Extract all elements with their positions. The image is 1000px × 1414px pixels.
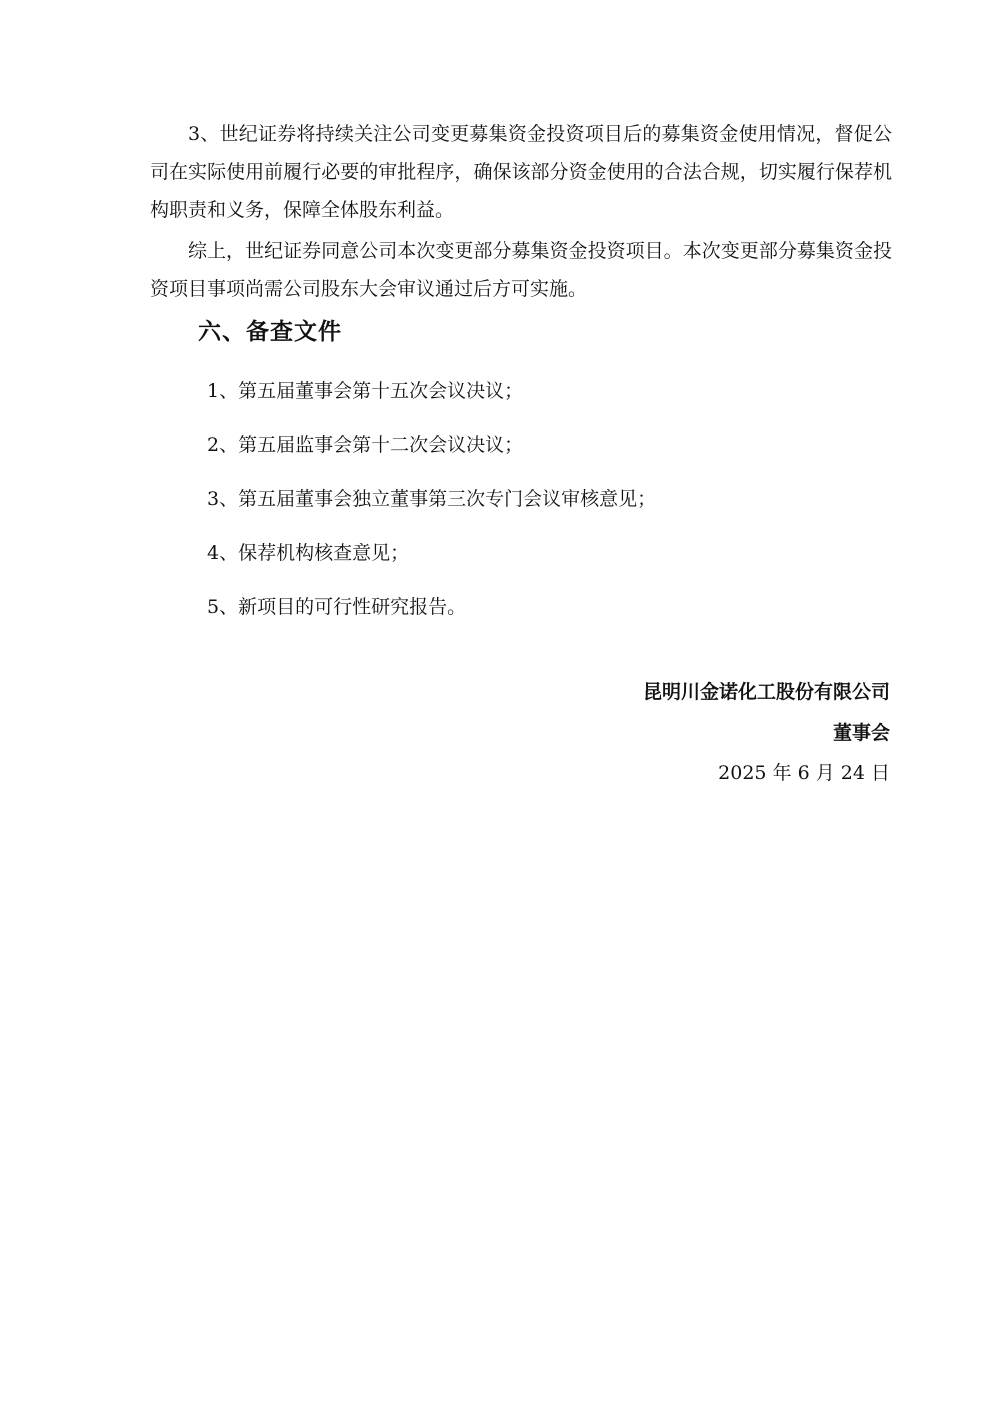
paragraph-sponsor-supervision: 3、世纪证券将持续关注公司变更募集资金投资项目后的募集资金使用情况，督促公司在实际使用前履行必要的审批程序，确保该部分资金使用的合法合规，切实履行保荐机构职责和义务，保障全体股东利益。 <box>150 123 892 221</box>
list-item: 5、新项目的可行性研究报告。 <box>207 596 467 618</box>
list-item: 1、第五届董事会第十五次会议决议； <box>207 380 524 402</box>
list-item: 2、第五届监事会第十二次会议决议； <box>207 434 524 456</box>
list-item: 3、第五届董事会独立董事第三次专门会议审核意见； <box>207 488 657 510</box>
reference-documents-list <box>207 372 656 642</box>
paragraph-conclusion: 综上，世纪证券同意公司本次变更部分募集资金投资项目。本次变更部分募集资金投资项目事项尚需公司股东大会审议通过后方可实施。 <box>150 240 892 300</box>
list-item: 4、保荐机构核查意见； <box>207 542 410 564</box>
section-heading: 六、备查文件 <box>198 318 342 345</box>
signature-date: 2025 年 6 月 24 日 <box>718 762 890 784</box>
signature-company: 昆明川金诺化工股份有限公司 <box>642 681 890 703</box>
signature-board: 董事会 <box>832 722 890 744</box>
